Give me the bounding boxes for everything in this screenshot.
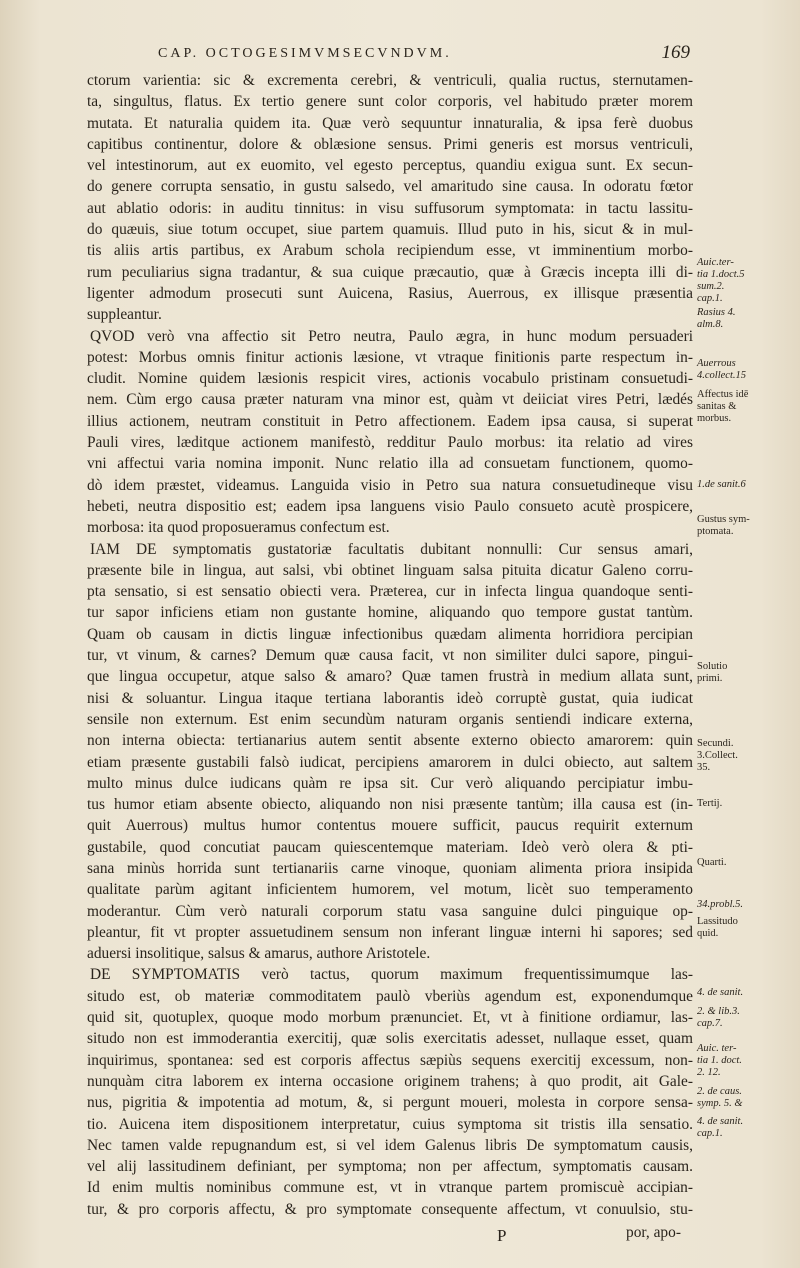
margin-note-line: cap.1. bbox=[697, 293, 723, 304]
margin-note-line: tia 1.doct.5 bbox=[697, 269, 745, 280]
margin-note bbox=[697, 1043, 797, 1079]
text-line: Id enim multis nominibus commune est, vt in vtranque partem promiscuè accipian- bbox=[87, 1179, 693, 1197]
text-line: nisi & soluantur. Lingua itaque tertiana laborantis ideò corruptè gustat, quia iudicat bbox=[87, 689, 693, 707]
margin-note-line: Auerrous bbox=[697, 358, 736, 369]
text-line: do genere corrupta sensatio, in gustu salsedo, vel amaritudo sine causa. In odoratu fœtor bbox=[87, 178, 693, 196]
margin-note-line: 34.probl.5. bbox=[697, 899, 743, 910]
text-line: do quæuis, siue totum occupet, siue partem quamuis. Illud puto in his, sicut & in mul- bbox=[87, 221, 693, 239]
text-line: suppleantur. bbox=[87, 306, 162, 324]
margin-note bbox=[697, 738, 797, 774]
margin-note bbox=[697, 479, 797, 491]
margin-note-line: Secundi. bbox=[697, 738, 734, 749]
text-line: quid sit, quotuplex, quoque modo morbum prænunciet. Et, vt à finitione ordiamur, las- bbox=[87, 1009, 693, 1027]
margin-note bbox=[697, 857, 797, 869]
margin-note bbox=[697, 1116, 797, 1140]
text-line: hebeti, neutra dispositio est; eadem ipsa languens visio Paulo consueto acutè prospicere, bbox=[87, 497, 693, 515]
text-line: rum peculiarius signa tradantur, & sua cuique præcautio, quæ à Græcis incepta illi di- bbox=[87, 263, 693, 281]
running-header bbox=[150, 42, 690, 66]
margin-note bbox=[697, 661, 797, 685]
margin-note bbox=[697, 389, 797, 425]
text-line: aut ablatio odoris: in auditu tinnitus: in visu suffusorum symptomata: in tactu lassitu- bbox=[87, 199, 693, 217]
margin-note bbox=[697, 899, 797, 911]
text-line: non interna obiecta: tertianarius autem sentit absente externo obiecto amarorem: quin bbox=[87, 732, 693, 750]
margin-note-line: symp. 5. & bbox=[697, 1098, 743, 1109]
text-line: ctorum varientia: sic & excrementa cerebri, & ventriculi, qualia ructus, sternutamen- bbox=[87, 72, 693, 89]
text-line: Nec tamen valde repugnandum est, si vel idem Galenus libris De symptomatum causis, bbox=[87, 1136, 693, 1154]
margin-note-line: Affectus idē bbox=[697, 389, 749, 400]
margin-note bbox=[697, 1006, 797, 1030]
margin-note-line: 4. de sanit. bbox=[697, 987, 744, 998]
text-line: tur sapor inficiens etiam non gustante homine, aliquando quo tempore gustat tantùm. bbox=[87, 604, 693, 622]
margin-note bbox=[697, 987, 797, 999]
margin-note-line: cap.1. bbox=[697, 1128, 723, 1139]
text-line: nem. Cùm ergo causa præter naturam vna minor est, quàm vt deiiciat vires Petri, lædés bbox=[87, 391, 693, 409]
margin-note-line: Auic.ter- bbox=[697, 257, 734, 268]
margin-note-line: quid. bbox=[697, 928, 719, 939]
text-line: sensile non externum. Est enim secundùm naturam organis sentiendi indicare externa, bbox=[87, 710, 693, 728]
margin-note-line: cap.7. bbox=[697, 1018, 723, 1029]
text-line: tur, & pro corporis affectu, & pro symptomate consequente affectum, vt conuulsio, stu- bbox=[87, 1200, 693, 1218]
text-line: cludit. Nomine quidem læsionis respicit vires, actionis vocabulo pristinam consuetudi- bbox=[87, 370, 693, 388]
text-line: pleantur, fit vt propter assuetudinem sensum non inferant linguæ interni hi sapores; sed bbox=[87, 923, 693, 941]
text-line: Quam ob causam in dictis linguæ infectionibus quædam alimenta horridiora percipian bbox=[87, 625, 693, 643]
margin-note bbox=[697, 798, 797, 810]
catchword: por, apo- bbox=[626, 1224, 681, 1241]
text-line: multo minus dulce iudicans quàm re ipsa sit. Cur verò aliquando percipiatur imbu- bbox=[87, 774, 693, 792]
text-line: vel intestinorum, aut ex euomito, vel egesto perceptus, quandiu exigua sunt. Ex secun- bbox=[87, 157, 693, 175]
margin-note-line: Rasius 4. bbox=[697, 307, 736, 318]
text-line: IAM DE symptomatis gustatoriæ facultatis dubitant nonnulli: Cur sensus amari, bbox=[90, 540, 693, 558]
text-line: QVOD verò vna affectio sit Petro neutra, Paulo ægra, in hunc modum persuaderi bbox=[90, 327, 693, 345]
text-line: sana minùs horrida sunt tertianariis carne vinoque, quoniam alimenta priora insipida bbox=[87, 859, 693, 877]
margin-note-line: 3.Collect. bbox=[697, 750, 738, 761]
text-line: vel alij lassitudinem definiant, per symptoma; non per affectum, symptomatis causam. bbox=[87, 1158, 693, 1176]
text-line: inquirimus, spontanea: sed est corporis affectus sæpiùs sequens exercitij excessum, non- bbox=[87, 1051, 693, 1069]
margin-note bbox=[697, 358, 797, 382]
text-line: situdo non est immoderantia exercitij, quæ solis exercitatis adesset, nullaque esset, quam bbox=[87, 1030, 693, 1048]
margin-note-line: tia 1. doct. bbox=[697, 1055, 742, 1066]
text-line: aduersi insolitique, salsus & amarus, authore Aristotele. bbox=[87, 945, 431, 963]
text-line: nus, pigritia & impotentia ad motum, &, si pergunt moueri, molesta in corpore sensa- bbox=[87, 1094, 693, 1112]
text-line: nunquàm citra laborem ex interna occasione originem trahens; à quo prodit, ait Gale- bbox=[87, 1072, 693, 1090]
text-line: capitibus continentur, dolore & oblæsione sensus. Primi generis est morsus ventriculi, bbox=[87, 135, 693, 153]
text-line: qualitate parùm agitant inficientem humorem, vel motum, licèt suo temperamento bbox=[87, 881, 693, 899]
margin-note-line: Auic. ter- bbox=[697, 1043, 737, 1054]
chapter-title: CAP. OCTOGESIMVMSECVNDVM. bbox=[158, 46, 452, 61]
text-line: dò idem præstet, videamus. Languida visio in Petro sua natura consuetudineque visu bbox=[87, 476, 693, 494]
margin-note-line: 1.de sanit.6 bbox=[697, 479, 746, 490]
margin-note-line: Lassitudo bbox=[697, 916, 738, 927]
margin-note-line: morbus. bbox=[697, 413, 732, 424]
text-line: ta, singultus, flatus. Ex tertio genere sunt color corporis, vel habitudo præter morem bbox=[87, 93, 693, 111]
text-line: potest: Morbus omnis finitur actionis læsione, vt vtraque finitionis parte respectum in- bbox=[87, 348, 693, 366]
text-line: moderantur. Cùm verò naturali corporum statu vasa sanguine dulci pinguique op- bbox=[87, 902, 693, 920]
margin-note-line: Gustus sym- bbox=[697, 514, 750, 525]
margin-note-line: 2. 12. bbox=[697, 1067, 721, 1078]
text-line: tio. Auicena item dispositionem interpretatur, cuius symptoma sit tristis illa sensatio. bbox=[87, 1115, 693, 1133]
text-line: que lingua occupetur, atque salso & amaro? Quæ tamen frustrà in medium allata sunt, bbox=[87, 668, 693, 686]
margin-note-line: Solutio bbox=[697, 661, 728, 672]
text-line: tur, vt vinum, & carnes? Demum quæ causa facit, vt non similiter dulci sapore, pingui- bbox=[87, 647, 693, 665]
text-line: quit Auerrous) multus humor contentus mouere sufficit, paucus requirit externum bbox=[87, 817, 693, 835]
margin-note-line: Quarti. bbox=[697, 857, 727, 868]
body-text bbox=[87, 70, 693, 1220]
text-line: morbosa: ita quod proposueramus confectum est. bbox=[87, 519, 390, 537]
margin-note bbox=[697, 514, 797, 538]
text-line: illius actionem, neutram constituit in Petro affectionem. Eadem ipsa causa, si superat bbox=[87, 412, 693, 430]
text-line: pta sensatio, si est sensatio obiecti vera. Præterea, cur in infecta lingua quandoque senti- bbox=[87, 583, 693, 601]
text-line: DE SYMPTOMATIS verò tactus, quorum maximum frequentissimumque las- bbox=[90, 966, 693, 984]
text-line: præsente bile in lingua, aut salsi, vbi obtinet linguam salsa pituita dicatur Galeno corru- bbox=[87, 561, 693, 579]
margin-note-line: sanitas & bbox=[697, 401, 737, 412]
margin-note bbox=[697, 307, 797, 331]
signature-mark: P bbox=[497, 1226, 507, 1245]
margin-note-line: 35. bbox=[697, 762, 711, 773]
margin-note-line: 4.collect.15 bbox=[697, 370, 746, 381]
margin-note-line: sum.2. bbox=[697, 281, 725, 292]
text-line: mutata. Et naturalia quidem ita. Quæ verò sequuntur innaturalia, & ipsa ferè duobus bbox=[87, 114, 693, 132]
text-line: Pauli vires, læditque actionem manifestò, redditur Paulo morbus: ita relatio ad vires bbox=[87, 434, 693, 452]
text-line: situdo est, ob materiæ commoditatem paulò vberiùs agendum est, exponendumque bbox=[87, 987, 693, 1005]
margin-note-line: 2. & lib.3. bbox=[697, 1006, 740, 1017]
text-line: ligenter admodum prosecuti sunt Auicena, Rasius, Auerrous, ex illisque præsentia bbox=[87, 284, 693, 302]
margin-note bbox=[697, 1086, 797, 1110]
text-line: gustabile, quod concutiat paucam quiescentemque materiam. Ideò verò olera & pti- bbox=[87, 838, 693, 856]
text-line: tis aliis artis partibus, ex Arabum schola recipiendum esse, vt imminentium morbo- bbox=[87, 242, 693, 260]
margin-note-line: alm.8. bbox=[697, 319, 724, 330]
margin-note-line: ptomata. bbox=[697, 526, 734, 537]
page-number: 169 bbox=[661, 42, 690, 63]
margin-note-line: Tertij. bbox=[697, 798, 723, 809]
text-line: tus humor etiam absente obiecto, aliquando non nisi præsente tantùm; illa causa est (in- bbox=[87, 796, 693, 814]
margin-note bbox=[697, 916, 797, 940]
margin-note-line: 2. de caus. bbox=[697, 1086, 742, 1097]
text-line: vni affectui varia nomina imponit. Nunc relatio illa ad consuetam functionem, quomo- bbox=[87, 455, 693, 473]
margin-note-line: primi. bbox=[697, 673, 723, 684]
margin-note-line: 4. de sanit. bbox=[697, 1116, 744, 1127]
margin-note bbox=[697, 257, 797, 305]
text-line: etiam præsente gustabili falsò iudicat, percipiens amarorem in dulci obiecto, aut saltem bbox=[87, 753, 693, 771]
